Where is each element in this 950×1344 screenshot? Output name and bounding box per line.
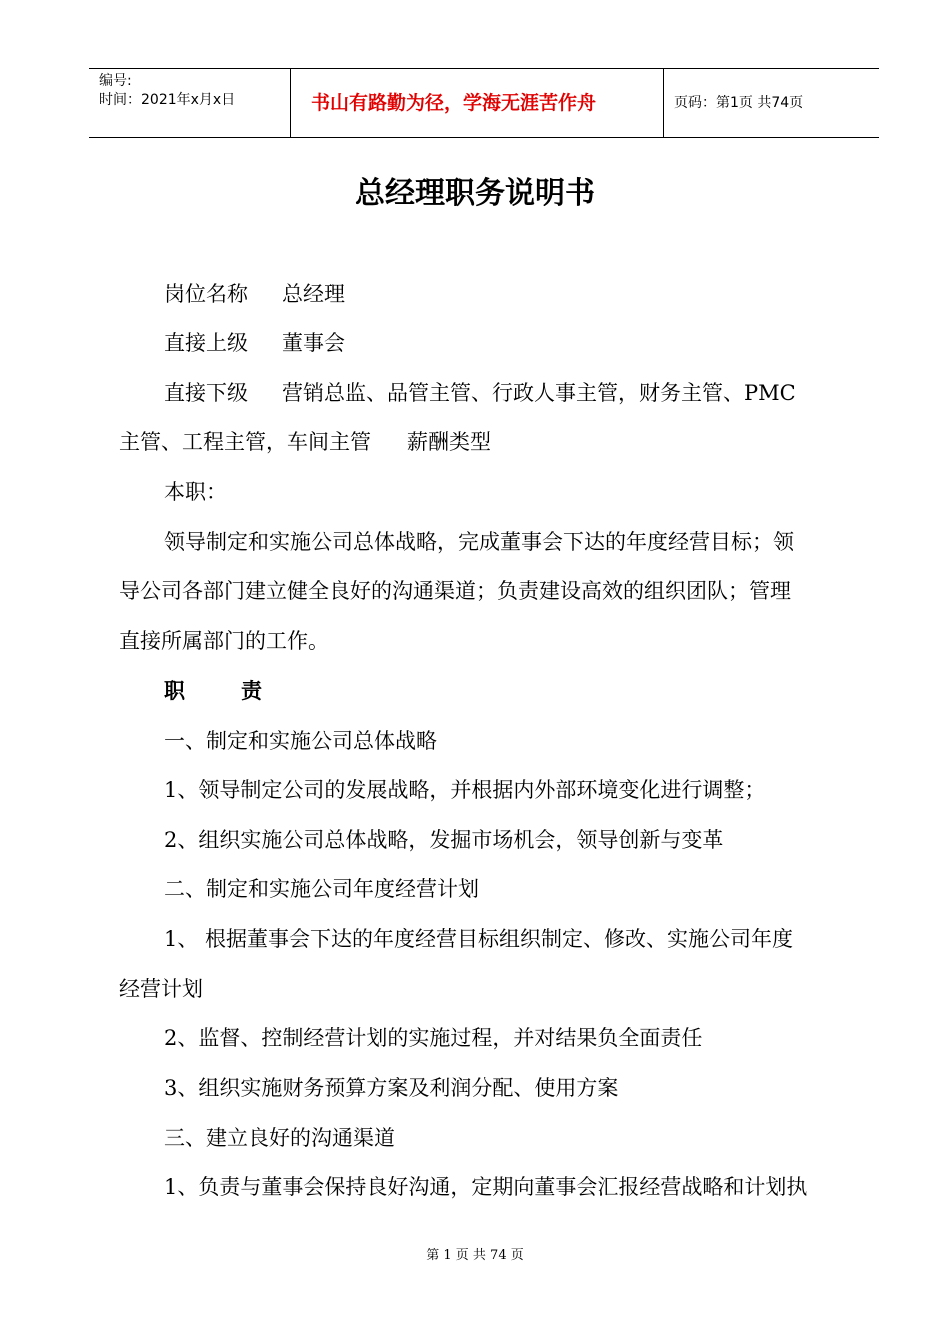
duty-summary-line3: 直接所属部门的工作。 bbox=[119, 629, 329, 653]
header-motto-cell bbox=[291, 69, 664, 137]
section-1-title: 一、制定和实施公司总体战略 bbox=[164, 729, 437, 753]
superior-row bbox=[164, 328, 345, 358]
section-2-item-3: 3、组织实施财务预算方案及利润分配、使用方案 bbox=[164, 1076, 619, 1100]
superior-label: 直接上级 bbox=[164, 331, 248, 355]
position-name-value: 总经理 bbox=[282, 282, 345, 306]
salary-type-label: 薪酬类型 bbox=[407, 430, 491, 454]
document-number-label: 编号: bbox=[99, 73, 132, 89]
responsibilities-heading-b: 责 bbox=[241, 678, 262, 703]
subordinate-value-line2: 主管、工程主管，车间主管 bbox=[119, 430, 371, 454]
section-1-item-2: 2、组织实施公司总体战略，发掘市场机会，领导创新与变革 bbox=[164, 828, 724, 852]
header-motto: 书山有路勤为径，学海无涯苦作舟 bbox=[311, 92, 597, 114]
subordinate-value-line1: 营销总监、品管主管、行政人事主管，财务主管、PMC bbox=[282, 381, 796, 405]
document-title: 总经理职务说明书 bbox=[355, 176, 595, 211]
header-page-info: 页码：第1页 共74页 bbox=[674, 95, 804, 111]
section-2-item-1-cont: 经营计划 bbox=[119, 977, 203, 1001]
header-meta-cell bbox=[89, 69, 291, 137]
subordinate-label: 直接下级 bbox=[164, 381, 248, 405]
superior-value: 董事会 bbox=[282, 331, 345, 355]
duty-summary-line1: 领导制定和实施公司总体战略，完成董事会下达的年度经营目标；领 bbox=[164, 530, 794, 554]
document-time-label: 时间：2021年x月x日 bbox=[99, 92, 236, 108]
section-2-title: 二、制定和实施公司年度经营计划 bbox=[164, 877, 479, 901]
duty-summary-heading: 本职： bbox=[164, 480, 227, 504]
section-2-item-2: 2、监督、控制经营计划的实施过程，并对结果负全面责任 bbox=[164, 1026, 703, 1050]
duty-summary-line2: 导公司各部门建立健全良好的沟通渠道；负责建设高效的组织团队；管理 bbox=[119, 579, 791, 603]
position-name-label: 岗位名称 bbox=[164, 282, 248, 306]
header-page-cell bbox=[664, 69, 879, 137]
section-1-item-1: 1、领导制定公司的发展战略，并根据内外部环境变化进行调整； bbox=[164, 778, 766, 802]
subordinate-row-cont bbox=[119, 427, 491, 457]
section-3-item-1: 1、负责与董事会保持良好沟通，定期向董事会汇报经营战略和计划执 bbox=[164, 1175, 808, 1199]
section-2-item-1: 1、 根据董事会下达的年度经营目标组织制定、修改、实施公司年度 bbox=[164, 927, 794, 951]
section-3-title: 三、建立良好的沟通渠道 bbox=[164, 1126, 395, 1150]
page-header-table bbox=[89, 68, 879, 138]
position-name-row bbox=[164, 279, 345, 309]
responsibilities-heading-a: 职 bbox=[164, 678, 185, 703]
page-footer: 第 1 页 共 74 页 bbox=[426, 1248, 524, 1263]
subordinate-row bbox=[164, 378, 796, 408]
responsibilities-heading bbox=[164, 676, 262, 706]
